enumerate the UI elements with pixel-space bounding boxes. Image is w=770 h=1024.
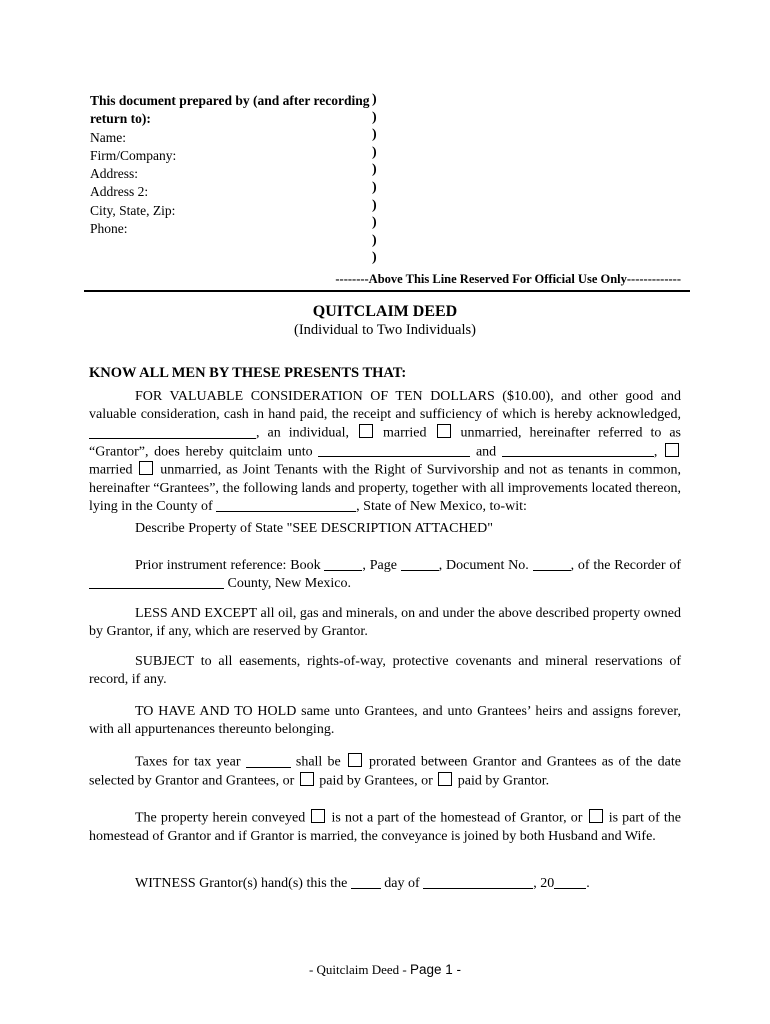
recording-paren-column xyxy=(372,91,377,267)
blank-field[interactable] xyxy=(502,443,654,457)
paragraph-less-and-except: LESS AND EXCEPT all oil, gas and minerals, on and under the above described property owned by Grantor, if any, which are reserved by Grantor. xyxy=(89,606,681,639)
footer-doc-label: - Quitclaim Deed - xyxy=(308,962,411,977)
paragraph-homestead xyxy=(89,809,681,846)
paren-mark: ) xyxy=(372,215,377,231)
page-title: QUITCLAIM DEED xyxy=(312,303,458,320)
text-run: Prior instrument reference: Book xyxy=(135,558,325,573)
above-line-note: --------Above This Line Reserved For Official Use Only------------- xyxy=(335,272,681,286)
field-label-firm: Firm/Company: xyxy=(90,147,177,163)
checkbox[interactable] xyxy=(348,753,362,767)
paragraph-witness xyxy=(89,875,681,893)
text-run: is not a part of the homestead of Grantor, or xyxy=(327,810,587,826)
text-run: , of the Recorder of xyxy=(570,558,682,573)
field-label-name: Name: xyxy=(90,129,126,145)
text-run: FOR VALUABLE CONSIDERATION OF TEN DOLLARS ($10.00), and other good and valuable consideration, cash in hand paid, the receipt and sufficiency of which is hereby acknowledged, xyxy=(89,389,681,422)
paren-mark: ) xyxy=(372,232,377,248)
checkbox[interactable] xyxy=(139,461,153,475)
text-run: . xyxy=(586,876,590,891)
paren-mark: ) xyxy=(372,109,377,125)
checkbox[interactable] xyxy=(300,772,314,786)
paragraph-subject-to: SUBJECT to all easements, rights-of-way, protective covenants and mineral reservations of record, if any. xyxy=(89,654,681,687)
paren-mark: ) xyxy=(372,197,377,213)
paren-mark: ) xyxy=(372,162,377,178)
paren-mark: ) xyxy=(372,250,377,266)
text-run: paid by Grantees, or xyxy=(315,773,437,788)
field-label-city-state-zip: City, State, Zip: xyxy=(90,202,176,218)
checkbox[interactable] xyxy=(359,424,373,438)
paren-mark: ) xyxy=(372,179,377,195)
paren-mark: ) xyxy=(372,144,377,160)
paragraph-consideration xyxy=(89,388,681,516)
text-run: married xyxy=(89,462,138,478)
checkbox[interactable] xyxy=(437,424,451,438)
blank-field[interactable] xyxy=(533,557,571,571)
blank-field[interactable] xyxy=(324,557,362,571)
blank-field[interactable] xyxy=(401,557,439,571)
blank-field[interactable] xyxy=(351,875,381,889)
text-run: unmarried, as Joint Tenants with the Right of Survivorship and not as tenants in common, hereinafter “Grantees”, the following lands and property, together with all improvements located thereon, lying in the County of xyxy=(89,462,682,514)
prepared-by-block xyxy=(90,92,385,238)
checkbox[interactable] xyxy=(589,809,603,823)
field-label-address2: Address 2: xyxy=(90,184,149,200)
text-run: day of xyxy=(380,876,424,891)
page-footer xyxy=(89,962,681,978)
blank-field[interactable] xyxy=(246,754,291,768)
page-subtitle: (Individual to Two Individuals) xyxy=(294,322,476,338)
text-run: prorated between Grantor and Grantees as of the date selected by Grantor and Grantees, or xyxy=(89,754,681,788)
horizontal-rule xyxy=(84,290,690,292)
paragraph-prior-instrument xyxy=(89,557,681,593)
field-label-phone: Phone: xyxy=(90,221,128,237)
prepared-by-header: This document prepared by (and after recording return to): xyxy=(90,93,370,127)
text-run: shall be xyxy=(290,754,346,770)
text-run: and xyxy=(470,444,502,459)
text-run: , xyxy=(653,444,664,459)
text-run: Taxes for tax year xyxy=(135,754,246,770)
text-run: County, New Mexico. xyxy=(224,576,352,591)
text-run: , State of New Mexico, to-wit: xyxy=(356,498,527,514)
text-run: married xyxy=(374,425,435,441)
checkbox[interactable] xyxy=(438,772,452,786)
text-run: , Document No. xyxy=(438,558,533,573)
paragraph-describe-property: Describe Property of State "SEE DESCRIPTION ATTACHED" xyxy=(135,521,493,536)
blank-field[interactable] xyxy=(216,498,356,512)
paragraph-to-have-and-hold: TO HAVE AND TO HOLD same unto Grantees, and unto Grantees’ heirs and assigns forever, with all appurtenances thereunto belonging. xyxy=(89,704,681,737)
field-label-address: Address: xyxy=(90,166,138,182)
text-run: , an individual, xyxy=(256,425,357,441)
blank-field[interactable] xyxy=(89,425,256,439)
text-run: WITNESS Grantor(s) hand(s) this the xyxy=(135,876,351,891)
paren-mark: ) xyxy=(372,92,377,107)
text-run: , Page xyxy=(362,558,401,573)
footer-page-label: Page 1 - xyxy=(410,962,462,977)
text-run: The property herein conveyed xyxy=(135,810,310,826)
checkbox[interactable] xyxy=(311,809,325,823)
paragraph-taxes xyxy=(89,753,681,790)
know-all-heading: KNOW ALL MEN BY THESE PRESENTS THAT: xyxy=(89,365,407,381)
paren-mark: ) xyxy=(372,127,377,143)
checkbox[interactable] xyxy=(665,443,679,457)
text-run: , 20 xyxy=(533,876,555,891)
text-run: unmarried, hereinafter referred to as “Grantor”, does hereby quitclaim unto xyxy=(89,425,681,459)
blank-field[interactable] xyxy=(554,875,586,889)
blank-field[interactable] xyxy=(89,575,224,589)
text-run: paid by Grantor. xyxy=(454,773,550,788)
text-run: is part of the homestead of Grantor and if Grantor is married, the conveyance is joined by both Husband and Wife. xyxy=(89,810,681,844)
blank-field[interactable] xyxy=(318,443,470,457)
blank-field[interactable] xyxy=(423,875,533,889)
